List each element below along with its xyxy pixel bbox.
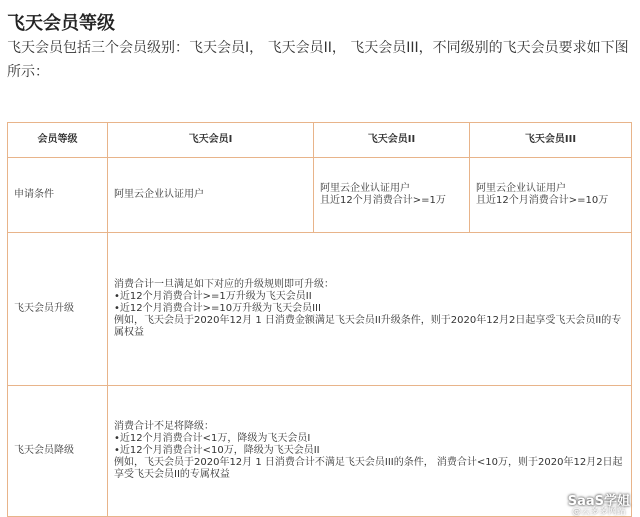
watermark-text: SaaS学姐 xyxy=(567,494,630,509)
header-level: 会员等级 xyxy=(8,123,108,158)
row-label-apply: 申请条件 xyxy=(8,158,108,233)
row-label-upgrade: 飞天会员升级 xyxy=(8,233,108,386)
table-row-downgrade xyxy=(8,386,632,517)
page-title: 飞天会员等级 xyxy=(7,13,115,34)
table-row-apply xyxy=(8,158,632,233)
table-header-row xyxy=(8,123,632,158)
watermark-subtext: @云多多网站 xyxy=(571,507,626,517)
membership-table xyxy=(7,122,632,517)
row-label-downgrade: 飞天会员降级 xyxy=(8,386,108,517)
apply-member-2: 阿里云企业认证用户 且近12个月消费合计>=1万 xyxy=(314,158,470,233)
header-member-3: 飞天会员III xyxy=(470,123,632,158)
intro-paragraph: 飞天会员包括三个会员级别：飞天会员I， 飞天会员II， 飞天会员III，不同级别的飞天会员要求如下图所示： xyxy=(7,40,629,80)
table-row-upgrade xyxy=(8,233,632,386)
apply-member-1: 阿里云企业认证用户 xyxy=(108,158,314,233)
upgrade-rules: 消费合计一旦满足如下对应的升级规则即可升级： •近12个月消费合计>=1万升级为飞天会员II •近12个月消费合计>=10万升级为飞天会员III 例如，飞天会员于2020年12月 1 日消费金额满足飞天会员II升级条件，则于2020年12月2日起享受飞天会员II的专属权益 xyxy=(108,233,632,386)
header-member-2: 飞天会员II xyxy=(314,123,470,158)
wechat-icon xyxy=(546,492,564,508)
downgrade-rules: 消费合计不足将降级： •近12个月消费合计<1万，降级为飞天会员I •近12个月消费合计<10万，降级为飞天会员II 例如，飞天会员于2020年12月 1 日消费合计不满足飞天会员III的条件， 消费合计<10万，则于2020年12月2日起享受飞天会员II的专属权益 xyxy=(108,386,632,517)
header-member-1: 飞天会员I xyxy=(108,123,314,158)
apply-member-3: 阿里云企业认证用户 且近12个月消费合计>=10万 xyxy=(470,158,632,233)
